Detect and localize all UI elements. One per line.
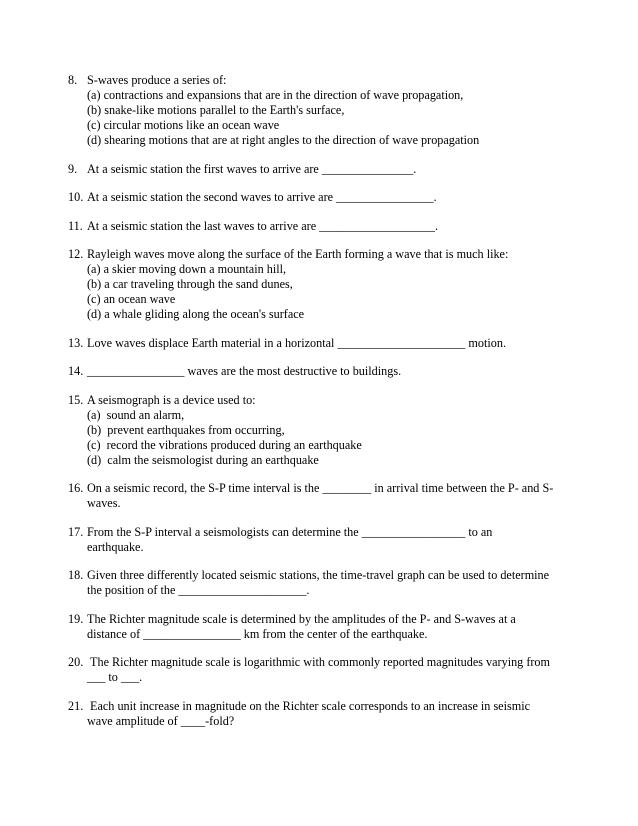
question-text: The Richter magnitude scale is determined by the amplitudes of the P- and S-waves at a <box>87 611 516 626</box>
question-number: 15. <box>68 392 84 407</box>
question-9 <box>68 162 588 177</box>
question-number: 17. <box>68 524 84 539</box>
question-number: 20. <box>68 655 84 669</box>
question-text: Given three differently located seismic stations, the time-travel graph can be used to determine <box>87 568 550 582</box>
question-number: 8. <box>68 73 78 87</box>
question-number: 10. <box>68 190 84 204</box>
options-list <box>87 262 588 322</box>
question-20 <box>68 655 588 685</box>
question-number: 16. <box>68 481 84 495</box>
options-list <box>87 88 588 148</box>
question-text: The Richter magnitude scale is logarithmic with commonly reported magnitudes varying from <box>87 655 551 669</box>
question-number: 13. <box>68 335 84 350</box>
question-14 <box>68 364 588 379</box>
question-text: From the S-P interval a seismologists can determine the _________________ to an <box>87 524 493 539</box>
question-text-continued: waves. <box>87 496 121 510</box>
question-18 <box>68 568 588 598</box>
question-11 <box>68 219 588 234</box>
question-text: S-waves produce a series of: <box>87 73 227 87</box>
question-19 <box>68 612 588 642</box>
question-10 <box>68 190 588 205</box>
question-text-continued: distance of ________________ km from the center of the earthquake. <box>87 626 428 641</box>
question-text: A seismograph is a device used to: <box>87 392 256 407</box>
question-number: 21. <box>68 698 84 713</box>
question-17 <box>68 525 588 555</box>
question-text: Each unit increase in magnitude on the Richter scale corresponds to an increase in seismic <box>87 698 530 713</box>
question-12 <box>68 247 588 322</box>
question-16 <box>68 481 588 511</box>
question-number: 18. <box>68 568 84 582</box>
question-text-continued: earthquake. <box>87 539 144 554</box>
options-list <box>87 408 588 468</box>
question-text: At a seismic station the first waves to arrive are _______________. <box>87 161 417 176</box>
question-number: 14. <box>68 364 84 378</box>
question-text: At a seismic station the last waves to arrive are ___________________. <box>87 218 438 233</box>
option-b: (b) a car traveling through the sand dunes, <box>87 277 293 291</box>
question-15 <box>68 393 588 468</box>
option-d: (d) shearing motions that are at right angles to the direction of wave propagation <box>87 133 480 147</box>
option-b: (b) snake-like motions parallel to the Earth's surface, <box>87 103 345 117</box>
question-13 <box>68 336 588 351</box>
option-b: (b) prevent earthquakes from occurring, <box>87 422 285 437</box>
option-d: (d) a whale gliding along the ocean's surface <box>87 307 305 321</box>
question-21 <box>68 699 588 729</box>
question-text: Rayleigh waves move along the surface of the Earth forming a wave that is much like: <box>87 247 509 261</box>
question-text-continued: ___ to ___. <box>87 670 143 684</box>
question-number: 9. <box>68 161 78 176</box>
question-number: 19. <box>68 611 84 626</box>
question-text: Love waves displace Earth material in a horizontal _____________________ motion. <box>87 335 507 350</box>
question-8 <box>68 73 588 148</box>
question-number: 11. <box>68 218 83 233</box>
option-a: (a) a skier moving down a mountain hill, <box>87 262 287 276</box>
worksheet-page <box>68 73 588 742</box>
option-c: (c) an ocean wave <box>87 292 176 306</box>
option-a: (a) sound an alarm, <box>87 407 185 422</box>
question-text-continued: the position of the _____________________. <box>87 583 310 597</box>
option-c: (c) record the vibrations produced during an earthquake <box>87 437 362 452</box>
question-text: At a seismic station the second waves to arrive are ________________. <box>87 190 437 204</box>
option-d: (d) calm the seismologist during an earthquake <box>87 452 319 467</box>
option-c: (c) circular motions like an ocean wave <box>87 118 280 132</box>
question-number: 12. <box>68 247 84 261</box>
question-text: On a seismic record, the S-P time interval is the ________ in arrival time between the P- and S- <box>87 481 554 495</box>
option-a: (a) contractions and expansions that are in the direction of wave propagation, <box>87 88 464 102</box>
question-text: ________________ waves are the most destructive to buildings. <box>87 364 402 378</box>
question-text-continued: wave amplitude of ____-fold? <box>87 713 235 728</box>
